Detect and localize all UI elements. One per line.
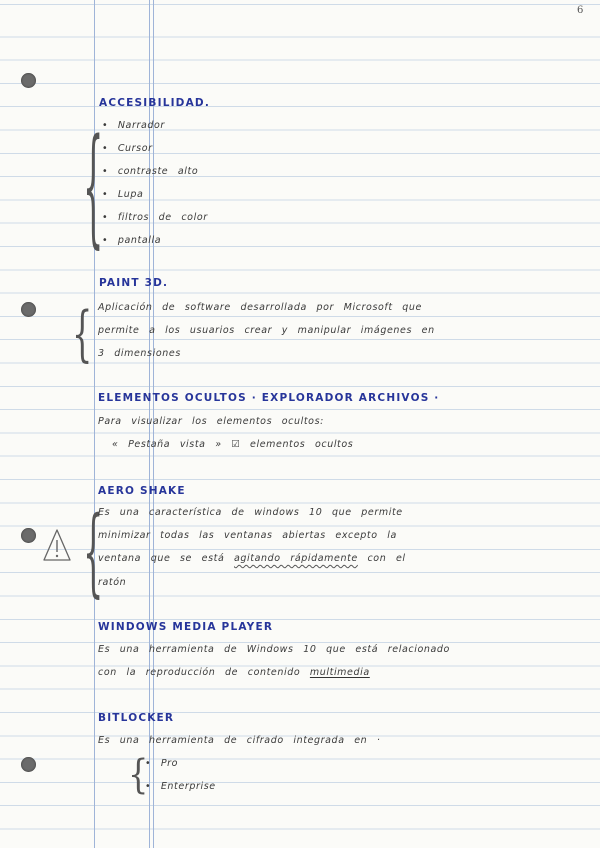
aero-shake-line-4: ratón: [98, 577, 127, 588]
aero-shake-line-3-end: con el: [367, 553, 406, 564]
bitlocker-item-pro: • Pro: [145, 758, 179, 769]
heading-windows-media-player: WINDOWS MEDIA PLAYER: [98, 621, 274, 633]
elementos-ocultos-line-1: Para visualizar los elementos ocultos:: [98, 416, 324, 427]
punch-hole-4: [21, 757, 36, 772]
punch-hole-1: [21, 73, 36, 88]
punch-hole-2: [21, 302, 36, 317]
punch-hole-3: [21, 528, 36, 543]
list-item-narrador: • Narrador: [102, 120, 165, 131]
bitlocker-item-enterprise: • Enterprise: [145, 781, 216, 792]
aero-shake-line-3: [98, 553, 406, 564]
list-item-contraste: • contraste alto: [102, 166, 199, 177]
aero-shake-highlight: agitando rápidamente: [234, 553, 358, 564]
paint-3d-line-2: permite a los usuarios crear y manipular imágenes en: [98, 325, 435, 336]
paint-3d-line-1: Aplicación de software desarrollada por Microsoft que: [98, 302, 422, 313]
heading-paint-3d: PAINT 3D.: [99, 277, 169, 289]
page-number: 6: [577, 5, 584, 16]
elementos-ocultos-line-2: « Pestaña vista » ☑ elementos ocultos: [112, 439, 354, 450]
heading-bitlocker: BITLOCKER: [98, 712, 175, 724]
paint-3d-line-3: 3 dimensiones: [98, 348, 181, 359]
aero-shake-line-1: Es una característica de windows 10 que permite: [98, 507, 403, 518]
heading-elementos-ocultos: ELEMENTOS OCULTOS · EXPLORADOR ARCHIVOS ·: [98, 392, 440, 404]
list-item-cursor: • Cursor: [102, 143, 153, 154]
brace-aero-shake: {: [83, 498, 104, 609]
wmp-line-2: [98, 667, 370, 678]
aero-shake-line-2: minimizar todas las ventanas abiertas excepto la: [98, 530, 397, 541]
brace-accesibilidad: {: [83, 115, 104, 263]
brace-bitlocker: {: [128, 752, 149, 798]
heading-aero-shake: AERO SHAKE: [98, 485, 186, 497]
wmp-multimedia: multimedia: [309, 667, 370, 678]
aero-shake-line-3-start: ventana que se está: [98, 553, 225, 564]
wmp-line-1: Es una herramienta de Windows 10 que está relacionado: [98, 644, 450, 655]
list-item-pantalla: • pantalla: [102, 235, 162, 246]
warning-icon: [42, 528, 72, 562]
list-item-filtros: • filtros de color: [102, 212, 208, 223]
wmp-line-2-start: con la reproducción de contenido: [98, 667, 301, 678]
bitlocker-line-1: Es una herramienta de cifrado integrada en ·: [98, 735, 381, 746]
brace-paint-3d: {: [72, 300, 93, 369]
list-item-lupa: • Lupa: [102, 189, 144, 200]
heading-accesibilidad: ACCESIBILIDAD.: [99, 97, 211, 109]
